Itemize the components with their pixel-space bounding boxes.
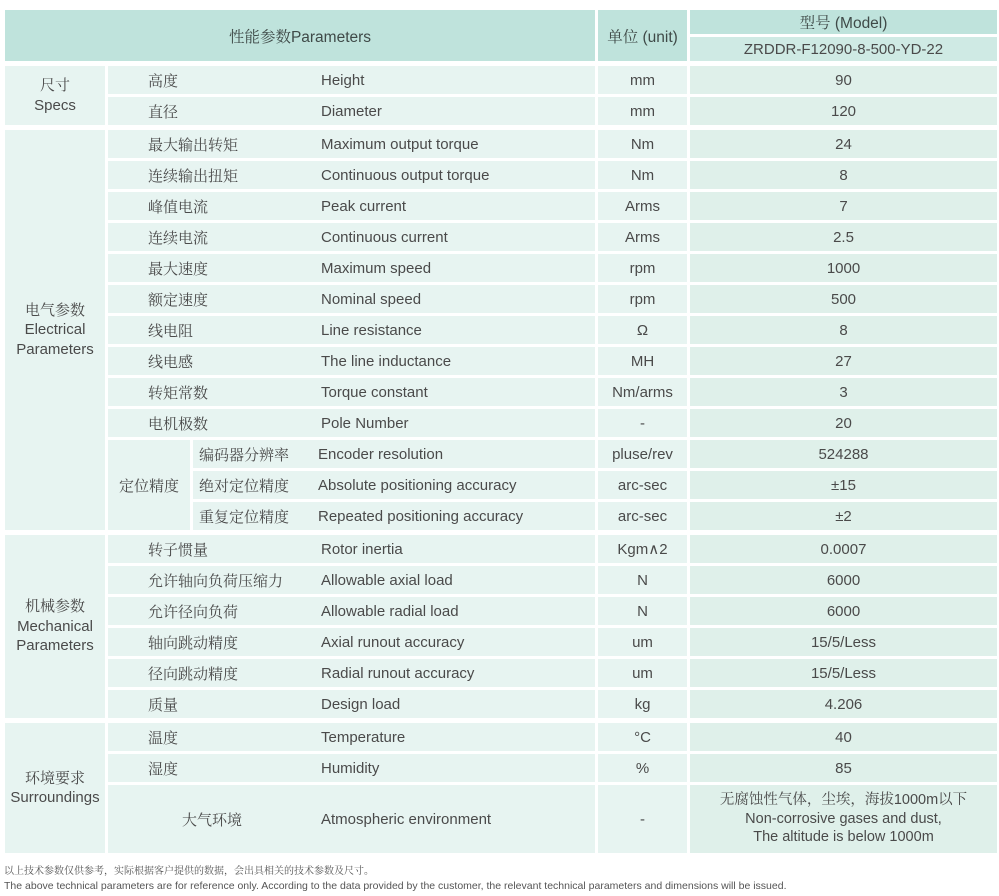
param-label-cn: 线电感 xyxy=(148,353,194,371)
value-cell: 8 xyxy=(689,315,999,346)
value-cell: 27 xyxy=(689,346,999,377)
param-label-en: Atmospheric environment xyxy=(321,810,492,828)
model-header: 型号 (Model) xyxy=(689,9,999,36)
param-cell xyxy=(107,64,597,96)
param-cell xyxy=(107,689,597,721)
unit-cell: pluse/rev xyxy=(597,439,689,470)
unit-cell: arc-sec xyxy=(597,501,689,533)
table-row xyxy=(4,439,999,470)
table-row xyxy=(4,253,999,284)
unit-cell: um xyxy=(597,627,689,658)
value-cell: 24 xyxy=(689,128,999,160)
group-label-cn: 尺寸 xyxy=(39,77,70,94)
param-label-cn: 温度 xyxy=(148,729,179,747)
table-row xyxy=(4,346,999,377)
value-cell: 20 xyxy=(689,408,999,439)
footnotes xyxy=(4,865,999,894)
param-label-en: Radial runout accuracy xyxy=(321,664,475,682)
param-label-cn: 线电阻 xyxy=(148,322,194,340)
param-label-en: Nominal speed xyxy=(321,290,422,308)
param-cell xyxy=(107,128,597,160)
param-label-en: The line inductance xyxy=(321,352,452,370)
value-cell: 1000 xyxy=(689,253,999,284)
param-cell xyxy=(192,501,597,533)
unit-cell: Nm/arms xyxy=(597,377,689,408)
param-label-cn: 转子惯量 xyxy=(148,541,209,559)
value-cell: 85 xyxy=(689,753,999,784)
group-label-en: Electrical Parameters xyxy=(16,321,94,358)
param-label-cn: 最大输出转矩 xyxy=(148,136,239,154)
param-label-en: Maximum output torque xyxy=(321,135,479,153)
table-header-row xyxy=(4,9,999,36)
unit-cell: Nm xyxy=(597,128,689,160)
group-label-cn: 机械参数 xyxy=(24,598,85,616)
param-cell xyxy=(107,253,597,284)
value-cell: 6000 xyxy=(689,565,999,596)
param-cell xyxy=(107,377,597,408)
param-cell xyxy=(107,596,597,627)
param-cell xyxy=(107,627,597,658)
footnote-cn: 以上技术参数仅供参考，实际根据客户提供的数据，会出具相关的技术参数及尺寸。 xyxy=(4,866,374,877)
table-row xyxy=(4,191,999,222)
param-cell xyxy=(107,408,597,439)
section-group-mechanical xyxy=(4,533,107,721)
param-cell xyxy=(107,315,597,346)
param-cell xyxy=(107,346,597,377)
unit-cell: mm xyxy=(597,96,689,128)
value-cell: 500 xyxy=(689,284,999,315)
table-row xyxy=(4,377,999,408)
table-row xyxy=(4,689,999,721)
value-cell: 8 xyxy=(689,160,999,191)
value-cell xyxy=(689,784,999,855)
spec-table xyxy=(2,7,999,856)
unit-cell: N xyxy=(597,565,689,596)
param-label-cn: 电机极数 xyxy=(148,415,209,433)
unit-cell: N xyxy=(597,596,689,627)
table-row xyxy=(4,753,999,784)
param-label-cn: 最大速度 xyxy=(148,260,209,278)
unit-cell: Ω xyxy=(597,315,689,346)
param-label-cn: 连续输出扭矩 xyxy=(148,167,239,185)
param-label-cn: 高度 xyxy=(148,72,179,90)
section-group-specs xyxy=(4,64,107,128)
param-label-en: Pole Number xyxy=(321,414,409,432)
group-label-en: Specs xyxy=(34,96,76,114)
param-cell xyxy=(107,284,597,315)
value-cell: 40 xyxy=(689,721,999,753)
param-label-en: Diameter xyxy=(321,102,382,120)
param-label-en: Axial runout accuracy xyxy=(321,633,465,651)
param-label-en: Repeated positioning accuracy xyxy=(318,507,524,525)
value-cell: 4.206 xyxy=(689,689,999,721)
param-label-en: Design load xyxy=(321,695,401,713)
unit-header: 单位 (unit) xyxy=(597,9,689,64)
param-cell xyxy=(192,470,597,501)
param-label-en: Rotor inertia xyxy=(321,540,403,558)
param-label-en: Maximum speed xyxy=(321,259,432,277)
param-label-cn: 轴向跳动精度 xyxy=(148,634,239,652)
section-group-electrical xyxy=(4,128,107,533)
param-cell xyxy=(107,191,597,222)
param-label-cn: 允许径向负荷 xyxy=(148,603,239,621)
table-row xyxy=(4,533,999,565)
value-cell: ±2 xyxy=(689,501,999,533)
unit-cell: um xyxy=(597,658,689,689)
value-cell: 524288 xyxy=(689,439,999,470)
param-label-cn: 湿度 xyxy=(148,760,179,778)
value-cell: ±15 xyxy=(689,470,999,501)
param-label-cn: 峰值电流 xyxy=(148,198,209,216)
param-label-cn: 绝对定位精度 xyxy=(199,477,290,495)
unit-cell: mm xyxy=(597,64,689,96)
atmos-value-line1: 无腐蚀性气体，尘埃，海拔1000m以下 xyxy=(719,791,968,808)
table-row xyxy=(4,160,999,191)
param-cell xyxy=(107,533,597,565)
group-label-en: Mechanical Parameters xyxy=(16,617,94,655)
param-label-cn: 编码器分辨率 xyxy=(199,446,290,464)
param-label-en: Temperature xyxy=(321,728,406,746)
param-cell xyxy=(107,160,597,191)
table-row xyxy=(4,627,999,658)
group-label-cn: 环境要求 xyxy=(24,769,85,787)
value-cell: 2.5 xyxy=(689,222,999,253)
table-row xyxy=(4,222,999,253)
param-label-cn: 额定速度 xyxy=(148,291,209,309)
table-row xyxy=(4,284,999,315)
param-label-cn: 质量 xyxy=(148,696,179,714)
unit-cell: - xyxy=(597,408,689,439)
group-label-en: Surroundings xyxy=(10,789,100,806)
value-cell: 7 xyxy=(689,191,999,222)
param-label-cn: 径向跳动精度 xyxy=(148,665,239,683)
unit-cell: Nm xyxy=(597,160,689,191)
param-cell xyxy=(107,96,597,128)
param-label-en: Continuous output torque xyxy=(321,166,490,184)
param-cell xyxy=(107,753,597,784)
unit-cell: arc-sec xyxy=(597,470,689,501)
atmos-value-line2: Non-corrosive gases and dust, xyxy=(745,810,942,827)
value-cell: 90 xyxy=(689,64,999,96)
value-cell: 15/5/Less xyxy=(689,658,999,689)
unit-cell: Arms xyxy=(597,222,689,253)
table-row xyxy=(4,128,999,160)
table-row xyxy=(4,408,999,439)
unit-cell: Arms xyxy=(597,191,689,222)
group-label-cn: 电气参数 xyxy=(24,301,85,319)
unit-cell: kg xyxy=(597,689,689,721)
unit-cell: rpm xyxy=(597,253,689,284)
param-cell xyxy=(107,658,597,689)
param-cell xyxy=(192,439,597,470)
table-row xyxy=(4,658,999,689)
table-row xyxy=(4,315,999,346)
section-group-surroundings xyxy=(4,721,107,855)
table-row xyxy=(4,96,999,128)
param-cell xyxy=(107,222,597,253)
param-label-en: Line resistance xyxy=(321,321,422,339)
table-row xyxy=(4,721,999,753)
param-label-cn: 允许轴向负荷压缩力 xyxy=(148,572,284,590)
param-label-en: Encoder resolution xyxy=(318,445,444,463)
table-row xyxy=(4,64,999,96)
param-label-en: Continuous current xyxy=(321,228,448,246)
param-label-cn: 转矩常数 xyxy=(148,384,209,402)
value-cell: 3 xyxy=(689,377,999,408)
value-cell: 6000 xyxy=(689,596,999,627)
param-label-en: Allowable axial load xyxy=(321,571,453,589)
param-cell xyxy=(107,784,597,855)
table-row xyxy=(4,565,999,596)
unit-cell: °C xyxy=(597,721,689,753)
table-row xyxy=(4,596,999,627)
footnote-en: The above technical parameters are for reference only. According to the data provided by the customer, the relevant technical parameters and dimensions will be issued. xyxy=(4,880,787,892)
subgroup-positioning-accuracy: 定位精度 xyxy=(107,439,192,533)
table-row xyxy=(4,784,999,855)
unit-cell: Kgm∧2 xyxy=(597,533,689,565)
unit-cell: MH xyxy=(597,346,689,377)
param-label-en: Torque constant xyxy=(321,383,428,401)
param-label-cn: 重复定位精度 xyxy=(199,508,290,526)
param-label-cn: 大气环境 xyxy=(181,811,242,829)
param-label-en: Peak current xyxy=(321,197,407,215)
atmos-value-line3: The altitude is below 1000m xyxy=(753,829,934,846)
param-cell xyxy=(107,565,597,596)
value-cell: 0.0007 xyxy=(689,533,999,565)
value-cell: 120 xyxy=(689,96,999,128)
param-label-en: Absolute positioning accuracy xyxy=(318,476,517,494)
param-label-en: Height xyxy=(321,71,365,89)
model-value: ZRDDR-F12090-8-500-YD-22 xyxy=(689,36,999,64)
unit-cell: rpm xyxy=(597,284,689,315)
param-label-en: Allowable radial load xyxy=(321,602,459,620)
value-cell: 15/5/Less xyxy=(689,627,999,658)
unit-cell: - xyxy=(597,784,689,855)
param-cell xyxy=(107,721,597,753)
param-label-cn: 连续电流 xyxy=(148,229,209,247)
parameters-header: 性能参数Parameters xyxy=(4,9,597,64)
param-label-cn: 直径 xyxy=(148,103,179,121)
param-label-en: Humidity xyxy=(321,759,380,777)
unit-cell: % xyxy=(597,753,689,784)
